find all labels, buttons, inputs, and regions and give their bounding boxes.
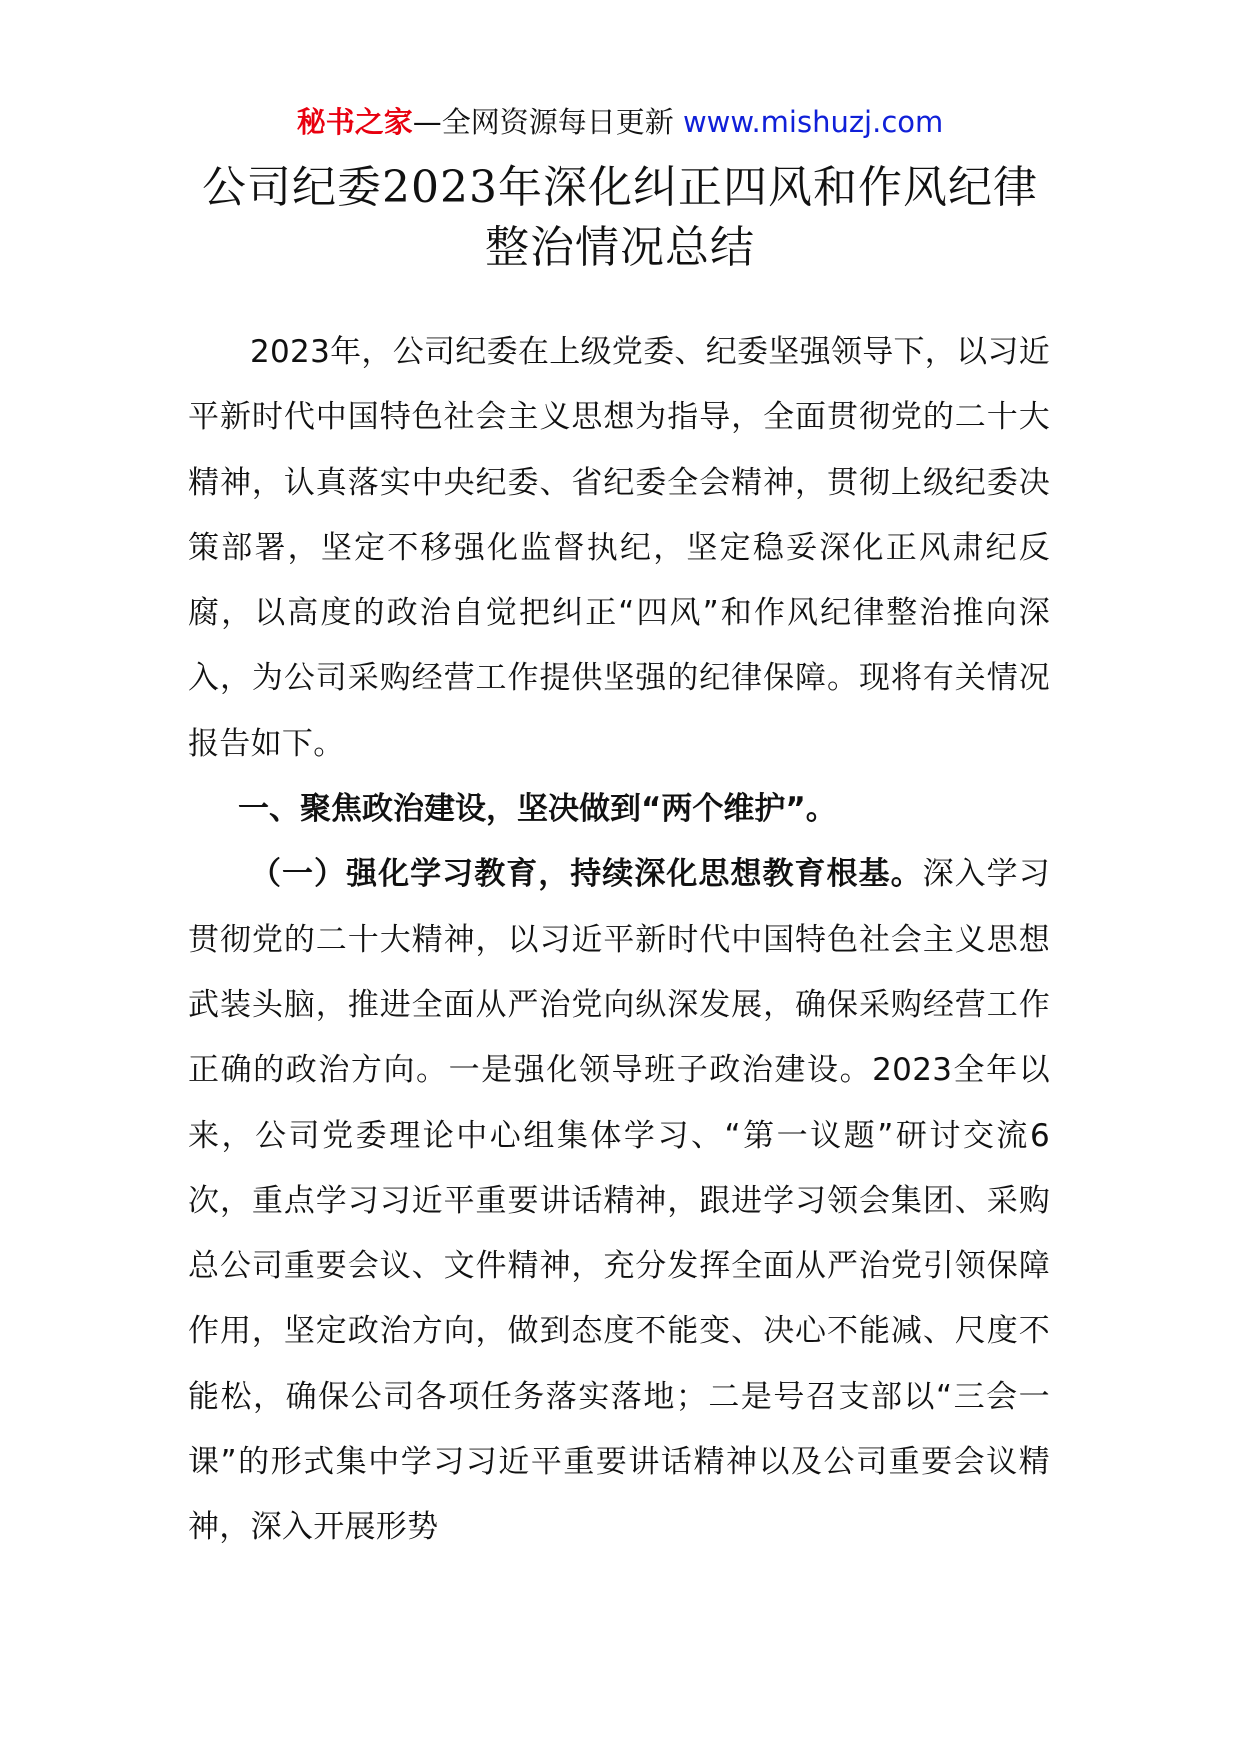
site-url-link[interactable]: www.mishuzj.com: [682, 105, 944, 139]
site-tagline: —全网资源每日更新: [412, 105, 674, 139]
site-header: [0, 100, 1240, 144]
site-name: 秘书之家: [296, 105, 413, 139]
subsection-1-paragraph: [188, 842, 1050, 1560]
document-title: [130, 158, 1110, 278]
subsection-1-lead: （一）强化学习教育，持续深化思想教育根基。: [250, 856, 923, 893]
title-year: 2023: [382, 162, 498, 213]
title-line1-prefix: 公司纪委: [202, 162, 382, 213]
title-line2: 整治情况总结: [485, 222, 755, 273]
intro-paragraph: 2023年，公司纪委在上级党委、纪委坚强领导下，以习近平新时代中国特色社会主义思想为指导，全面贯彻党的二十大精神，认真落实中央纪委、省纪委全会精神，贯彻上级纪委决策部署，坚定不移强化监督执纪，坚定稳妥深化正风肃纪反腐，以高度的政治自觉把纠正“四风”和作风纪律整治推向深入，为公司采购经营工作提供坚强的纪律保障。现将有关情况报告如下。: [188, 334, 1050, 762]
subsection-1-body: 深入学习贯彻党的二十大精神，以习近平新时代中国特色社会主义思想武装头脑，推进全面从严治党向纵深发展，确保采购经营工作正确的政治方向。一是强化领导班子政治建设。2023全年以来，公司党委理论中心组集体学习、“第一议题”研讨交流6次，重点学习习近平重要讲话精神，跟进学习领会集团、采购总公司重要会议、文件精神，充分发挥全面从严治党引领保障作用，坚定政治方向，做到态度不能变、决心不能减、尺度不能松，确保公司各项任务落实落地；二是号召支部以“三会一课”的形式集中学习习近平重要讲话精神以及公司重要会议精神，深入开展形势: [188, 856, 1050, 1546]
title-line1-suffix: 年深化纠正四风和作风纪律: [497, 162, 1038, 213]
section-1-heading: 一、聚焦政治建设，坚决做到“两个维护”。: [238, 791, 837, 828]
document-body: [188, 320, 1050, 1561]
